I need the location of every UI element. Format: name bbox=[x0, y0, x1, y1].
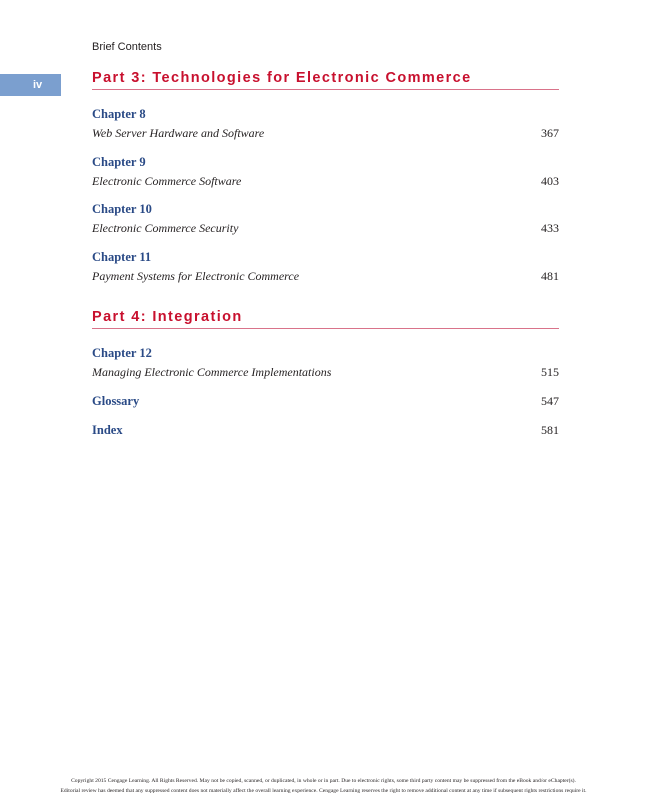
chapter-label: Chapter 11 bbox=[92, 250, 152, 264]
chapter-label: Chapter 8 bbox=[92, 107, 146, 121]
chapter-page-number: 515 bbox=[541, 365, 559, 379]
toc-entry-chapter-11[interactable] bbox=[92, 249, 559, 285]
copyright-footer-line-2: Editorial review has deemed that any suppressed content does not materially affect the overall learning experience. Cengage Learning reserves the right to remove additional content at any time if subsequent rights restrictions require it. bbox=[60, 788, 587, 794]
index-label: Index bbox=[92, 423, 123, 437]
chapter-page-number: 403 bbox=[541, 174, 559, 188]
chapter-title: Payment Systems for Electronic Commerce bbox=[92, 269, 300, 283]
chapter-title: Electronic Commerce Software bbox=[92, 174, 242, 188]
toc-entry-chapter-10[interactable] bbox=[92, 201, 559, 237]
page-number-tab: iv bbox=[0, 74, 61, 96]
toc-entry-chapter-8[interactable] bbox=[92, 106, 559, 142]
chapter-page-number: 481 bbox=[541, 269, 559, 283]
glossary-label: Glossary bbox=[92, 394, 140, 408]
toc-entry-glossary[interactable] bbox=[92, 392, 559, 410]
chapter-label: Chapter 10 bbox=[92, 202, 152, 216]
part-3-title: Part 3: Technologies for Electronic Commerce bbox=[92, 70, 559, 90]
chapter-title: Managing Electronic Commerce Implementations bbox=[92, 365, 332, 379]
glossary-page-number: 547 bbox=[541, 394, 559, 408]
toc-entry-chapter-12[interactable] bbox=[92, 345, 559, 381]
chapter-label: Chapter 12 bbox=[92, 346, 152, 360]
chapter-page-number: 433 bbox=[541, 221, 559, 235]
index-page-number: 581 bbox=[541, 423, 559, 437]
toc-entry-chapter-9[interactable] bbox=[92, 154, 559, 190]
chapter-page-number: 367 bbox=[541, 126, 559, 140]
part-4-title: Part 4: Integration bbox=[92, 309, 559, 329]
chapter-title: Electronic Commerce Security bbox=[92, 221, 239, 235]
chapter-label: Chapter 9 bbox=[92, 155, 146, 169]
copyright-footer-line-1: Copyright 2015 Cengage Learning. All Rights Reserved. May not be copied, scanned, or duplicated, in whole or in part. Due to electronic rights, some third party content may be suppressed from the eBook and/or eChapter(s). bbox=[71, 778, 576, 784]
chapter-title: Web Server Hardware and Software bbox=[92, 126, 265, 140]
running-head: Brief Contents bbox=[92, 41, 162, 53]
toc-entry-index[interactable] bbox=[92, 421, 559, 439]
